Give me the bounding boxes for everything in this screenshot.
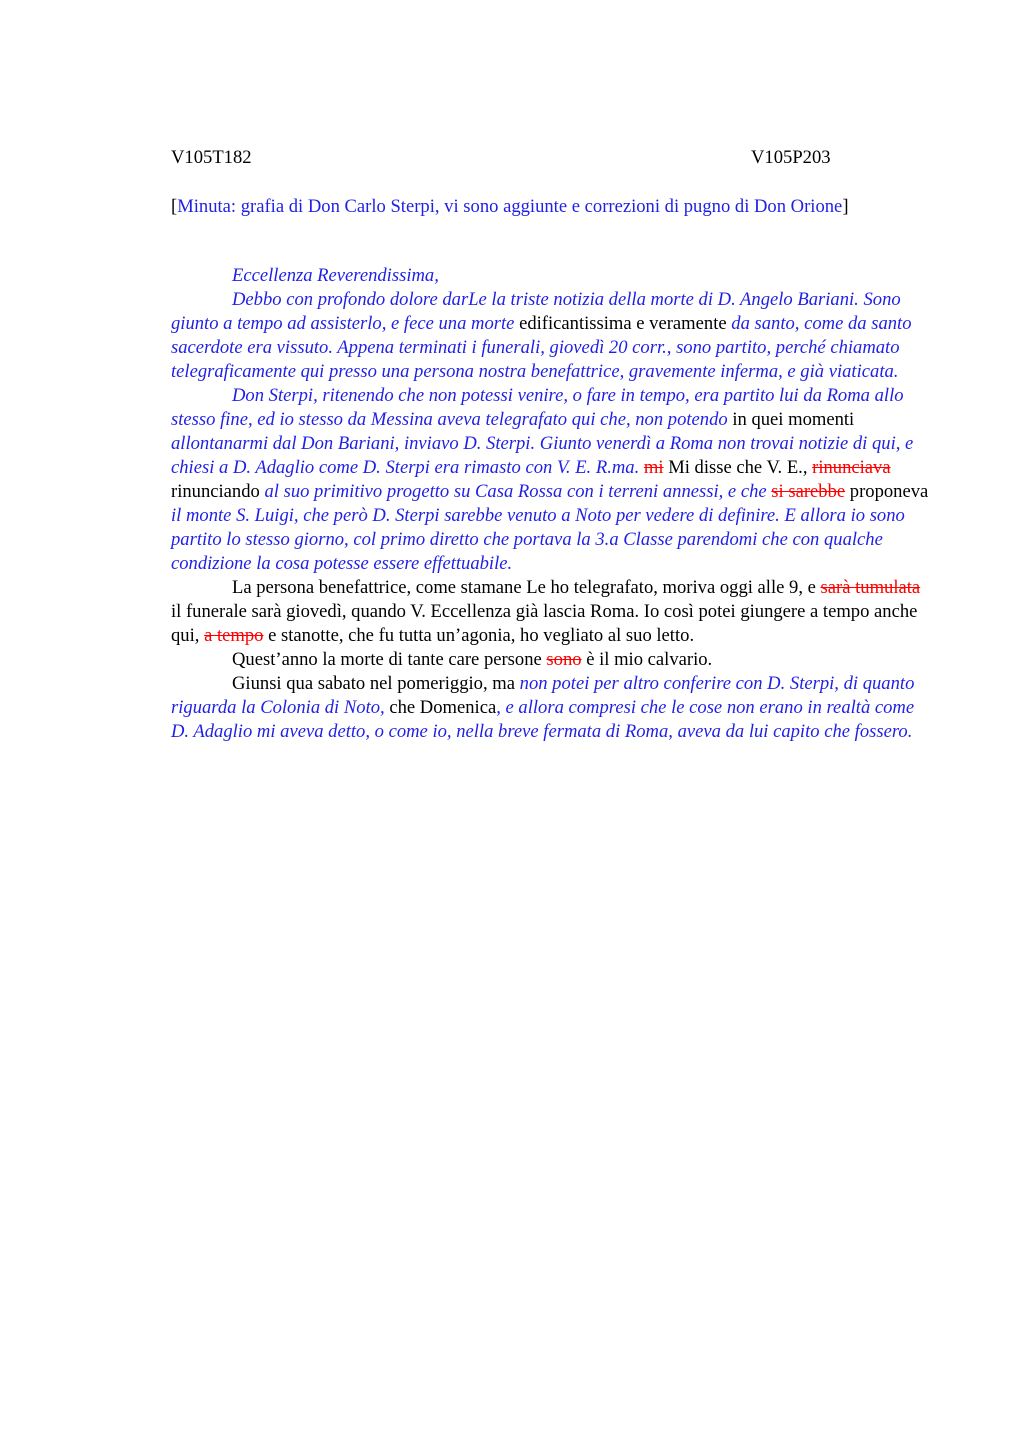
added-text: non potei per altro conferire con D. Sterpi, di quanto riguarda la Colonia di Noto, <box>171 673 915 718</box>
original-text: in quei momenti <box>727 409 855 430</box>
deleted-text: rinunciava <box>812 457 891 478</box>
added-text: da santo, come da santo sacerdote era vissuto. Appena terminati i funerali, giovedì 20 corr., sono partito, perché chiamato telegraficamente qui presso una persona nostra benefattrice, gravemente inferma, e già viaticata. <box>171 313 912 382</box>
original-text: Giunsi qua sabato nel pomeriggio, ma <box>232 673 520 694</box>
original-text: rinunciando <box>171 481 265 502</box>
document-code-left: V105T182 <box>171 147 252 168</box>
editorial-note <box>171 195 931 219</box>
note-close-bracket: ] <box>842 196 849 217</box>
document-codes <box>171 146 931 170</box>
original-text: Mi disse che V. E., <box>663 457 813 478</box>
note-open-bracket: [ <box>171 196 178 217</box>
deleted-text: sarà tumulata <box>820 577 921 598</box>
paragraph-3 <box>171 576 931 648</box>
original-text: Quest’anno la morte di tante care persone <box>232 649 547 670</box>
original-text: il funerale sarà giovedì, quando V. Eccellenza già lascia Roma. Io così potei giungere a tempo anche qui, <box>171 601 918 646</box>
paragraph-4 <box>171 648 931 672</box>
salutation <box>171 264 931 288</box>
original-text: proponeva <box>845 481 929 502</box>
original-text: La persona benefattrice, come stamane Le ho telegrafato, moriva oggi alle 9, e <box>232 577 821 598</box>
original-text: che Domenica <box>384 697 497 718</box>
added-text: al suo primitivo progetto su Casa Rossa con i terreni annessi, e che <box>264 481 767 502</box>
original-text: è il mio calvario. <box>581 649 713 670</box>
paragraph-1 <box>171 288 931 384</box>
added-text: Don Sterpi, ritenendo che non potessi venire, o fare in tempo, era partito lui da Roma allo stesso fine, ed io stesso da Messina aveva telegrafato qui che, non potendo <box>171 385 904 430</box>
added-text: , e allora compresi che le cose non erano in realtà come D. Adaglio mi aveva detto, o come io, nella breve fermata di Roma, aveva da lui capito che fossero. <box>171 697 915 742</box>
document-page <box>171 146 931 744</box>
original-text: edificantissima e veramente <box>514 313 732 334</box>
added-text: allontanarmi dal Don Bariani, inviavo D. Sterpi. Giunto venerdì a Roma non trovai notizie di qui, e chiesi a D. Adaglio come D. Sterpi era rimasto con V. E. R.ma. <box>171 433 914 478</box>
added-text: Debbo con profondo dolore darLe la triste notizia della morte di D. Angelo Bariani. Sono giunto a tempo ad assisterlo, e fece una morte <box>171 289 901 334</box>
original-text: e stanotte, che fu tutta un’agonia, ho vegliato al suo letto. <box>263 625 695 646</box>
deleted-text: mi <box>643 457 664 478</box>
deleted-text: sono <box>546 649 582 670</box>
paragraph-5 <box>171 672 931 744</box>
deleted-text: si sarebbe <box>771 481 846 502</box>
paragraph-2 <box>171 384 931 576</box>
letter-body <box>171 264 931 744</box>
salutation-text: Eccellenza Reverendissima, <box>232 265 439 286</box>
note-text: Minuta: grafia di Don Carlo Sterpi, vi sono aggiunte e correzioni di pugno di Don Orione <box>177 196 843 217</box>
deleted-text: a tempo <box>204 625 264 646</box>
document-code-right: V105P203 <box>751 147 831 168</box>
added-text: il monte S. Luigi, che però D. Sterpi sarebbe venuto a Noto per vedere di definire. E allora io sono partito lo stesso giorno, col primo diretto che portava la 3.a Classe parendomi che con qualche condizione la cosa potesse essere effettuabile. <box>171 505 905 574</box>
